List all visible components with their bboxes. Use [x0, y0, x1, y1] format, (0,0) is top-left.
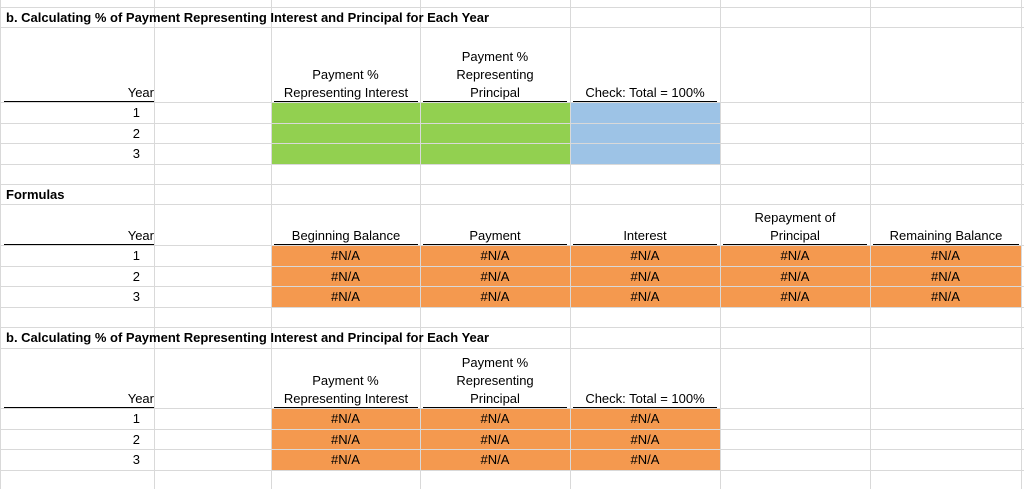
- formulas-payment-header: Payment: [423, 227, 567, 245]
- formulas-repayment-header-line1: Repayment of: [754, 210, 836, 225]
- section2-interest-pct-cell[interactable]: #N/A: [331, 432, 360, 447]
- section1-principal-header-line2: Representing: [456, 67, 534, 82]
- formulas-remaining-balance-cell[interactable]: #N/A: [931, 248, 960, 263]
- formulas-beginning-balance-cell[interactable]: #N/A: [331, 269, 360, 284]
- formulas-beginning-balance-header: Beginning Balance: [274, 227, 418, 245]
- formulas-payment-cell[interactable]: #N/A: [480, 248, 510, 263]
- formulas-repayment-cell[interactable]: #N/A: [780, 289, 810, 304]
- section2-check-cell[interactable]: #N/A: [630, 452, 660, 467]
- section2-principal-pct-cell[interactable]: #N/A: [480, 432, 510, 447]
- section2-principal-header-line3: Principal: [423, 390, 567, 408]
- formulas-repayment-cell[interactable]: #N/A: [780, 248, 810, 263]
- formulas-payment-cell[interactable]: #N/A: [480, 289, 510, 304]
- formulas-year-header: Year: [4, 227, 154, 245]
- formulas-beginning-balance-cell[interactable]: #N/A: [331, 248, 360, 263]
- section2-year-cell: 3: [132, 452, 140, 467]
- section2-year-cell: 1: [132, 411, 140, 426]
- section2-principal-header-line1: Payment %: [461, 355, 529, 370]
- formulas-remaining-balance-cell[interactable]: #N/A: [931, 269, 960, 284]
- section1-principal-header-line1: Payment %: [461, 49, 529, 64]
- section2-principal-pct-cell[interactable]: #N/A: [480, 411, 510, 426]
- section2-interest-header-line2: Representing Interest: [274, 390, 418, 408]
- section2-interest-pct-cell[interactable]: #N/A: [331, 452, 360, 467]
- section2-year-cell: 2: [132, 432, 140, 447]
- section1-principal-header-line3: Principal: [423, 84, 567, 102]
- section2-interest-pct-cell[interactable]: #N/A: [331, 411, 360, 426]
- section1-year-1: 1: [132, 105, 140, 120]
- section1-year-2: 2: [132, 126, 140, 141]
- formulas-repayment-cell[interactable]: #N/A: [780, 269, 810, 284]
- section2-interest-header-line1: Payment %: [312, 373, 379, 388]
- section1-interest-header-line1: Payment %: [312, 67, 379, 82]
- formulas-interest-header: Interest: [573, 227, 717, 245]
- formulas-remaining-balance-cell[interactable]: #N/A: [931, 289, 960, 304]
- section2-principal-header-line2: Representing: [456, 373, 534, 388]
- section2-year-header: Year: [4, 390, 154, 408]
- section1-year-3: 3: [132, 146, 140, 161]
- formulas-year-cell: 3: [132, 289, 140, 304]
- formulas-label: Formulas: [6, 187, 65, 202]
- formulas-interest-cell[interactable]: #N/A: [630, 248, 660, 263]
- formulas-payment-cell[interactable]: #N/A: [480, 269, 510, 284]
- section1-year-header: Year: [4, 84, 154, 102]
- section2-check-header: Check: Total = 100%: [573, 390, 717, 408]
- section2-title: b. Calculating % of Payment Representing Interest and Principal for Each Year: [6, 330, 490, 345]
- formulas-year-cell: 2: [132, 269, 140, 284]
- formulas-year-cell: 1: [132, 248, 140, 263]
- formulas-beginning-balance-cell[interactable]: #N/A: [331, 289, 360, 304]
- section1-interest-header-line2: Representing Interest: [274, 84, 418, 102]
- section2-principal-pct-cell[interactable]: #N/A: [480, 452, 510, 467]
- formulas-remaining-balance-header: Remaining Balance: [873, 227, 1019, 245]
- section1-title: b. Calculating % of Payment Representing Interest and Principal for Each Year: [6, 10, 490, 25]
- formulas-interest-cell[interactable]: #N/A: [630, 289, 660, 304]
- formulas-repayment-header-line2: Principal: [723, 227, 867, 245]
- section2-check-cell[interactable]: #N/A: [630, 432, 660, 447]
- section1-check-header: Check: Total = 100%: [573, 84, 717, 102]
- formulas-interest-cell[interactable]: #N/A: [630, 269, 660, 284]
- check-input-range[interactable]: [570, 103, 720, 164]
- section2-check-cell[interactable]: #N/A: [630, 411, 660, 426]
